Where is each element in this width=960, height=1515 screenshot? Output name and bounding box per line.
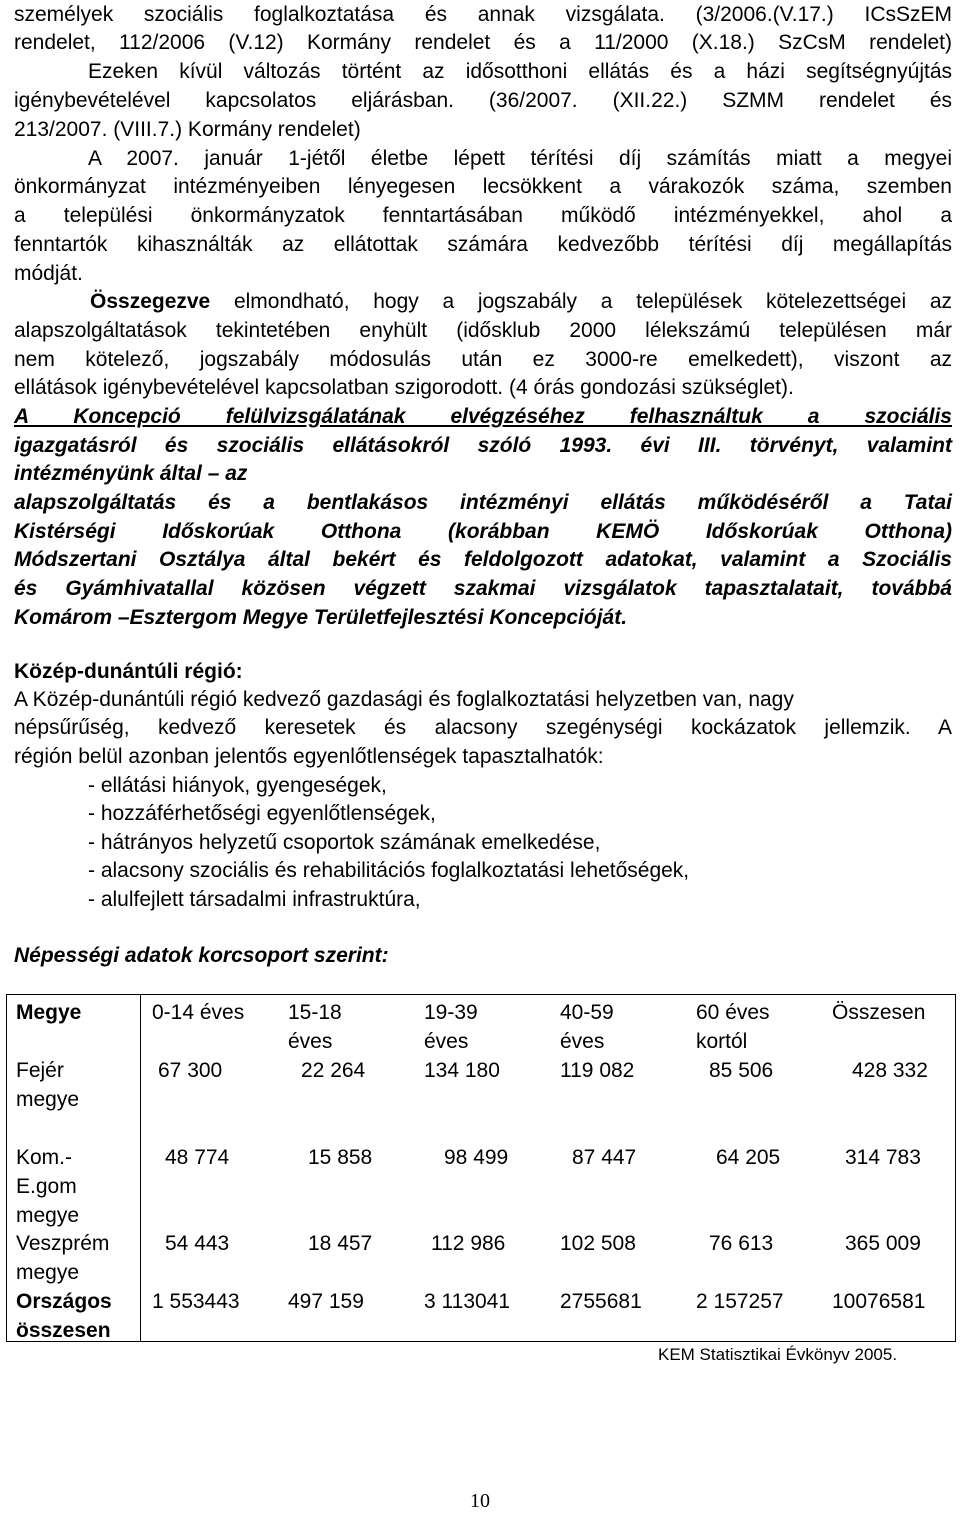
- table-row-label: Fejér megye: [16, 1059, 80, 1111]
- list-item: - alulfejlett társadalmi infrastruktúra,: [88, 888, 421, 911]
- paragraph-line: A 2007. január 1-jétől életbe lépett térítési díj számítás miatt a megyei: [88, 147, 952, 170]
- text-line: Ezeken kívül változás történt az idősotthoni ellátás és a házi segítségnyújtás: [88, 60, 952, 83]
- text-line: igénybevételével kapcsolatos eljárásban. (36/2007. (XII.22.) SZMM rendelet és: [14, 89, 952, 112]
- table-cell: 18 457: [308, 1232, 373, 1255]
- paragraph-line: önkormányzat intézményeiben lényegesen lecsökkent a várakozók száma, szemben: [14, 175, 952, 198]
- bold-paragraph-line: Módszertani Osztálya által bekért és feldolgozott adatokat, valamint a Szociális: [14, 548, 952, 571]
- table-heading: Népességi adatok korcsoport szerint:: [14, 944, 389, 967]
- table-cell: 365 009: [845, 1232, 921, 1255]
- paragraph-line: a települési önkormányzatok fenntartásában működő intézményekkel, ahol a: [14, 204, 952, 227]
- bold-paragraph-line: intézményünk által – az: [14, 462, 248, 485]
- table-cell: 64 205: [716, 1146, 781, 1169]
- table-cell: 2 157257: [696, 1290, 784, 1313]
- table-cell: 119 082: [560, 1059, 635, 1082]
- table-cell: 134 180: [424, 1059, 500, 1082]
- table-cell: 22 264: [301, 1059, 366, 1082]
- paragraph-line: ellátások igénybevételével kapcsolatban szigorodott. (4 órás gondozási szükséglet).: [14, 376, 794, 399]
- table-cell: 98 499: [444, 1146, 509, 1169]
- paragraph-line: népsűrűség, kedvező keresetek és alacsony szegénységi kockázatok jellemzik. A: [14, 716, 952, 739]
- bold-paragraph-line: és Gyámhivatallal közösen végzett szakmai vizsgálatok tapasztalatait, továbbá: [14, 577, 952, 600]
- source-note: KEM Statisztikai Évkönyv 2005.: [658, 1345, 898, 1364]
- table-row-label: Veszprém megye: [16, 1232, 110, 1284]
- list-item: - hozzáférhetőségi egyenlőtlenségek,: [88, 802, 436, 825]
- table-cell: 87 447: [572, 1146, 637, 1169]
- paragraph-line: fenntartók kihasználták az ellátottak számára kedvezőbb térítési díj megállapítás: [14, 233, 952, 256]
- table-cell: 10076581: [832, 1290, 926, 1313]
- table-header-cell: 60 éves kortól: [696, 1001, 770, 1053]
- paragraph-line: nem kötelező, jogszabály módosulás után ez 3000-re emelkedett), viszont az: [14, 348, 952, 371]
- text-line: rendelet, 112/2006 (V.12) Kormány rendelet és a 11/2000 (X.18.) SzCsM rendelet): [14, 31, 952, 54]
- bold-paragraph-line: Komárom –Esztergom Megye Területfejlesztési Koncepcióját.: [14, 606, 628, 629]
- bold-paragraph-line: A Koncepció felülvizsgálatának elvégzéséhez felhasználtuk a szociális: [14, 405, 952, 428]
- table-cell: 76 613: [709, 1232, 774, 1255]
- table-cell: 48 774: [165, 1146, 230, 1169]
- table-cell: 497 159: [288, 1290, 364, 1313]
- paragraph-line: régión belül azonban jelentős egyenlőtlenségek tapasztalhatók:: [14, 745, 604, 768]
- table-border: [6, 994, 7, 1342]
- table-border: [6, 1341, 956, 1342]
- lead-continuation: elmondható, hogy a jogszabály a települések kötelezettségei az: [210, 290, 952, 313]
- bold-paragraph-line: Kistérségi Időskorúak Otthona (korábban KEMÖ Időskorúak Otthona): [14, 520, 952, 543]
- text-line: 213/2007. (VIII.7.) Kormány rendelet): [14, 118, 361, 141]
- table-header-cell: Megye: [16, 1001, 82, 1024]
- paragraph-line: alapszolgáltatások tekintetében enyhült (idősklub 2000 lélekszámú településen már: [14, 319, 952, 342]
- table-row-label: Kom.- E.gom megye: [16, 1146, 80, 1227]
- table-header-cell: 19-39 éves: [424, 1001, 478, 1053]
- paragraph-line: [90, 287, 952, 316]
- table-cell: 428 332: [852, 1059, 928, 1082]
- table-cell: 1 553443: [152, 1290, 240, 1313]
- list-item: - ellátási hiányok, gyengeségek,: [88, 774, 387, 797]
- bold-paragraph-line: alapszolgáltatás és a bentlakásos intézményi ellátás működéséről a Tatai: [14, 491, 952, 514]
- bold-paragraph-line: igazgatásról és szociális ellátásokról szóló 1993. évi III. törvényt, valamint: [14, 434, 952, 457]
- list-item: - alacsony szociális és rehabilitációs foglalkoztatási lehetőségek,: [88, 859, 690, 882]
- table-border: [140, 994, 141, 1342]
- table-cell: 2755681: [560, 1290, 642, 1313]
- table-border: [6, 994, 956, 995]
- table-cell: 112 986: [431, 1232, 506, 1255]
- table-cell: 54 443: [165, 1232, 230, 1255]
- table-border: [955, 994, 956, 1342]
- section-heading: Közép-dunántúli régió:: [14, 660, 243, 683]
- table-row-label: Országos összesen: [16, 1290, 112, 1342]
- table-cell: 85 506: [709, 1059, 774, 1082]
- bold-lead: Összegezve: [90, 290, 211, 313]
- table-cell: 67 300: [158, 1059, 223, 1082]
- table-header-cell: 0-14 éves: [152, 1001, 245, 1024]
- table-header-cell: 15-18 éves: [288, 1001, 342, 1053]
- list-item: - hátrányos helyzetű csoportok számának emelkedése,: [88, 831, 601, 854]
- table-cell: 15 858: [308, 1146, 373, 1169]
- table-cell: 3 113041: [424, 1290, 511, 1313]
- table-header-cell: Összesen: [832, 1001, 926, 1024]
- paragraph-line: A Közép-dunántúli régió kedvező gazdasági és foglalkoztatási helyzetben van, nagy: [14, 688, 794, 711]
- page-number: 10: [470, 1490, 490, 1512]
- table-header-cell: 40-59 éves: [560, 1001, 614, 1053]
- table-cell: 102 508: [560, 1232, 636, 1255]
- paragraph-line: módját.: [14, 262, 83, 285]
- text-line: személyek szociális foglalkoztatása és annak vizsgálata. (3/2006.(V.17.) ICsSzEM: [14, 3, 952, 26]
- table-cell: 314 783: [845, 1146, 921, 1169]
